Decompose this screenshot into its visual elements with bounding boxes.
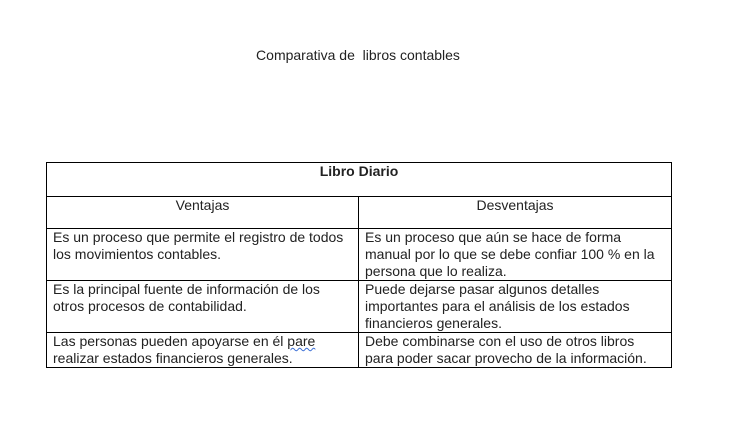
table-row [47, 229, 672, 281]
ventaja-text-end: realizar estados financieros generales. [53, 350, 293, 366]
desventaja-cell: Debe combinarse con el uso de otros libros para poder sacar provecho de la información. [359, 333, 672, 368]
header-ventajas: Ventajas [47, 197, 359, 229]
header-row [47, 197, 672, 229]
header-desventajas: Desventajas [359, 197, 672, 229]
desventaja-cell: Es un proceso que aún se hace de forma manual por lo que se debe confiar 100 % en la persona que lo realiza. [359, 229, 672, 281]
ventaja-cell: Es la principal fuente de información de los otros procesos de contabilidad. [47, 281, 359, 333]
table-title: Libro Diario [47, 163, 672, 197]
desventaja-cell: Puede dejarse pasar algunos detalles importantes para el análisis de los estados financieros generales. [359, 281, 672, 333]
document-title: Comparativa de libros contables [256, 47, 460, 63]
ventaja-cell [47, 333, 359, 368]
table-title-row [47, 163, 672, 197]
misspelled-word[interactable]: pare [287, 333, 316, 349]
ventaja-text-start: Las personas pueden apoyarse en él [53, 333, 288, 349]
ventaja-cell: Es un proceso que permite el registro de todos los movimientos contables. [47, 229, 359, 281]
table-row [47, 281, 672, 333]
table-row [47, 333, 672, 368]
comparison-table [46, 162, 672, 368]
